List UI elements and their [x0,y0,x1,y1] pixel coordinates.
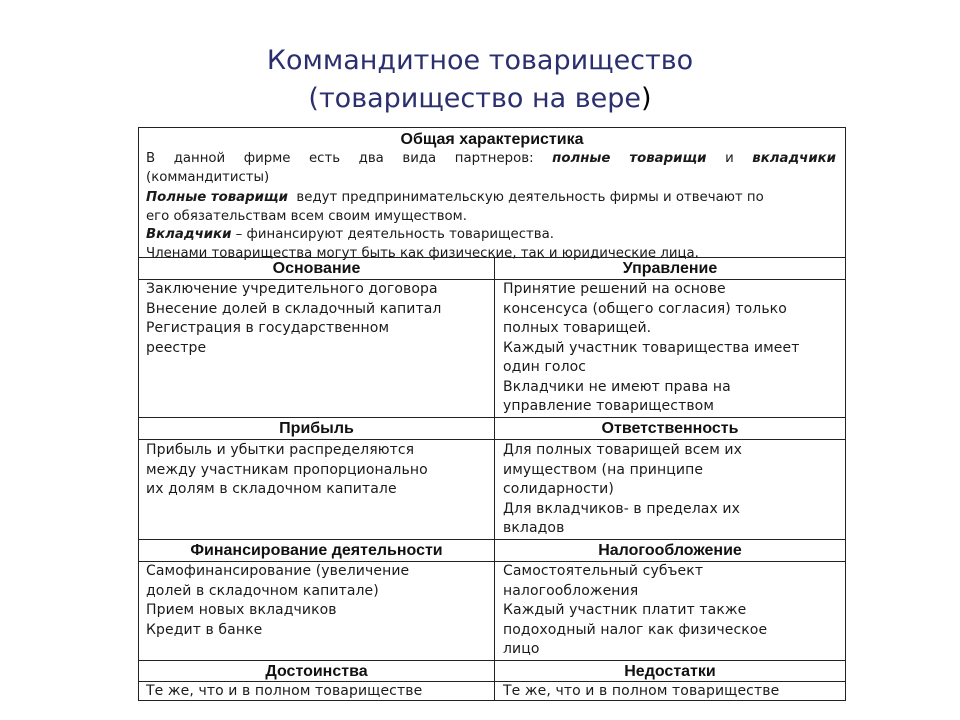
text-line: подоходный налог как физическое [503,621,768,638]
section-header-liability: Ответственность [601,420,739,437]
text-line: их долям в складочном капитале [146,481,397,497]
divider [139,660,845,661]
divider [139,257,845,258]
column-divider [494,257,495,700]
slide-title [0,44,960,78]
general-header: Общая характеристика [400,131,584,148]
divider [139,417,845,418]
text-line: лицо [503,641,540,657]
text-line: Для полных товарищей всем их [503,442,743,458]
text-line: Прибыль и убытки распределяются [146,442,415,458]
text-line: реестре [146,339,207,356]
divider [139,439,845,440]
text-line: имуществом (на принципе [503,461,704,478]
general-line-1: В данной фирме есть два вида партнеров: полные товарищи и вкладчики [146,151,836,166]
text-line: консенсуса (общего согласия) только [503,300,787,317]
slide-subtitle [0,82,960,116]
general-line-6: Членами товарищества могут быть как физические, так и юридические лица. [146,245,699,261]
characteristics-table [138,127,846,701]
section-header-advantages: Достоинства [265,663,368,680]
text-line: Принятие решений на основе [503,281,726,297]
text-line: Вкладчики не имеют права на [503,378,731,395]
title-closing-paren: ) [641,83,652,114]
text-line: полных товарищей. [503,320,652,336]
general-line-5: Вкладчики – финансируют деятельность товарищества. [146,227,554,243]
liability-text [503,441,742,539]
section-header-financing: Финансирование деятельности [190,542,443,559]
text-line: Каждый участник товарищества имеет [503,339,800,356]
title-line-2: (товарищество на вере [308,83,642,114]
text-line: Для вкладчиков- в пределах их [503,500,741,517]
text-line: Прием новых вкладчиков [146,602,337,618]
text-line: Те же, что и в полном товариществе [146,683,423,699]
text-line: Внесение долей в складочный капитал [146,300,442,317]
section-header-basis: Основание [272,260,361,277]
text-line: солидарности) [503,481,614,497]
disadvantages-text [503,682,779,702]
text-line: Самофинансирование (увеличение [146,563,410,579]
text-line: Регистрация в государственном [146,320,390,336]
text-line: долей в складочном капитале) [146,582,379,599]
text-line: вкладов [503,520,565,536]
text-line: Каждый участник платит также [503,602,747,618]
text-line: между участникам пропорционально [146,461,428,478]
general-line-3: Полные товарищи ведут предпринимательскую деятельность фирмы и отвечают по [146,190,764,206]
text-line: Те же, что и в полном товариществе [503,683,780,699]
advantages-text [146,682,422,702]
text-line: Кредит в банке [146,621,263,638]
text-line: управление товариществом [503,398,714,414]
text-line: налогообложения [503,582,639,599]
title-line-1: Коммандитное товарищество [266,45,694,76]
divider [139,539,845,540]
section-header-disadvantages: Недостатки [624,663,716,680]
taxation-text [503,562,767,660]
section-header-profit: Прибыль [279,420,354,437]
general-text [146,150,836,264]
section-header-management: Управление [622,260,718,277]
text-line: один голос [503,359,587,375]
basis-text [146,280,441,358]
financing-text [146,562,409,640]
section-header-taxation: Налогообложение [598,542,742,559]
text-line: Заключение учредительного договора [146,281,438,297]
general-line-4: его обязательствам всем своим имуществом. [146,208,467,224]
profit-text [146,441,428,500]
text-line: Самостоятельный субъект [503,563,704,579]
general-line-2: (коммандитисты) [146,169,270,185]
management-text [503,280,799,417]
